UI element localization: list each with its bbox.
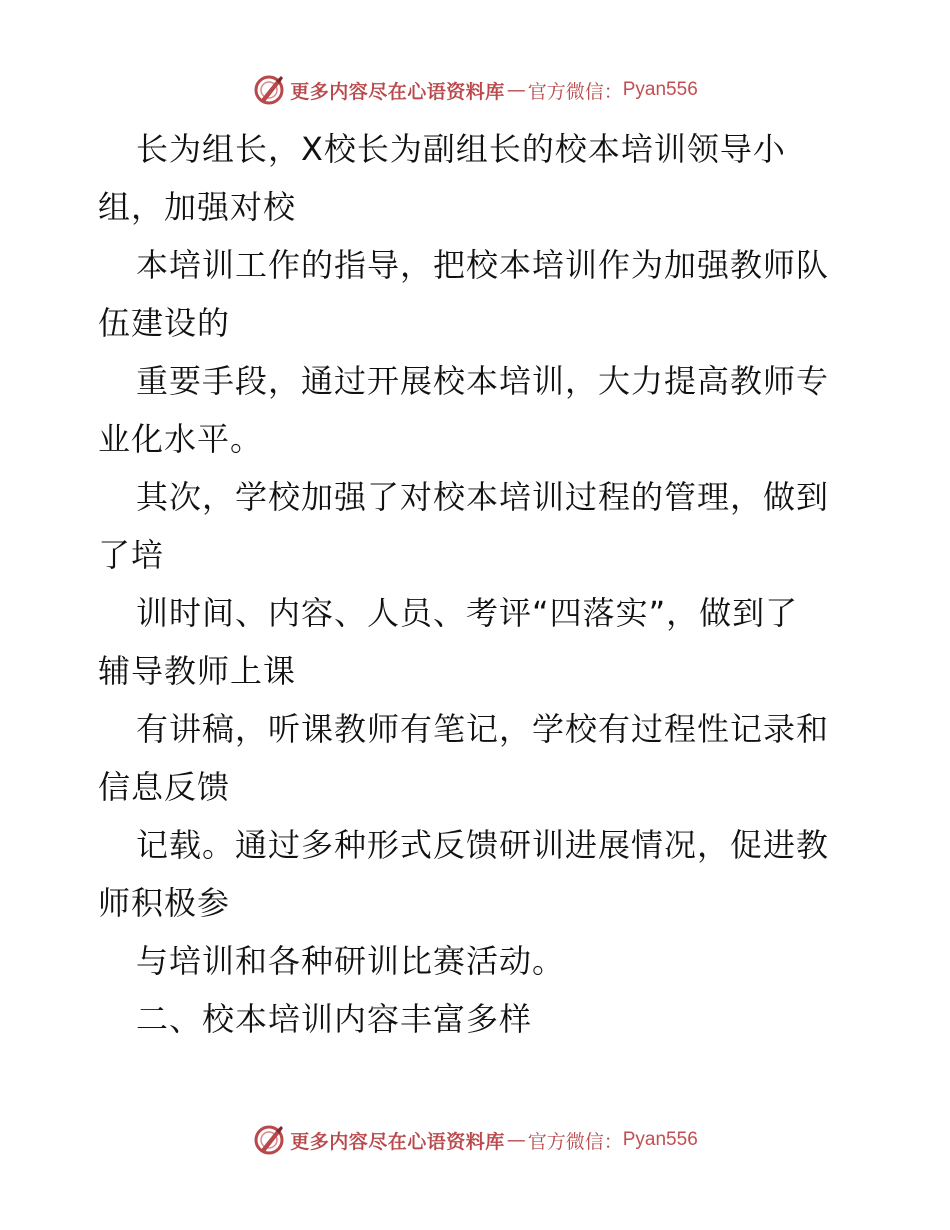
text-line: 信息反馈 xyxy=(98,768,231,806)
text-line: 有讲稿，听课教师有笔记，学校有过程性记录和 xyxy=(136,710,830,748)
text-line: 与培训和各种研训比赛活动。 xyxy=(136,942,566,980)
section-heading: 二、校本培训内容丰富多样 xyxy=(136,1000,533,1038)
footer-banner xyxy=(0,1120,950,1160)
text-line: 训时间、内容、人员、考评“四落实”，做到了 xyxy=(136,594,799,632)
footer-wechat-handle: Pyan556 xyxy=(622,1129,698,1150)
quill-pen-circle-icon xyxy=(252,1123,286,1157)
text-line: 了培 xyxy=(98,536,165,574)
text-line: 组，加强对校 xyxy=(98,188,297,226)
header-promo-text: 更多内容尽在心语资料库 xyxy=(290,80,505,103)
text-line: 辅导教师上课 xyxy=(98,652,297,690)
text-line: 业化水平。 xyxy=(98,420,264,458)
text-line: 长为组长，X校长为副组长的校本培训领导小 xyxy=(136,130,786,168)
text-line: 其次，学校加强了对校本培训过程的管理，做到 xyxy=(136,478,830,516)
header-dash: — xyxy=(506,79,526,101)
text-line: 师积极参 xyxy=(98,884,231,922)
footer-promo-text: 更多内容尽在心语资料库 xyxy=(290,1130,505,1153)
text-line: 记载。通过多种形式反馈研训进展情况，促进教 xyxy=(136,826,830,864)
footer-wechat-label: 官方微信： xyxy=(527,1130,623,1153)
header-wechat-handle: Pyan556 xyxy=(622,79,698,100)
header-banner xyxy=(0,70,950,110)
header-wechat-label: 官方微信： xyxy=(527,80,623,103)
document-body xyxy=(98,120,858,1048)
quill-pen-circle-icon xyxy=(252,73,286,107)
text-line: 本培训工作的指导，把校本培训作为加强教师队 xyxy=(136,246,830,284)
footer-dash: — xyxy=(506,1129,526,1151)
text-line: 重要手段，通过开展校本培训，大力提高教师专 xyxy=(136,362,830,400)
text-line: 伍建设的 xyxy=(98,304,231,342)
